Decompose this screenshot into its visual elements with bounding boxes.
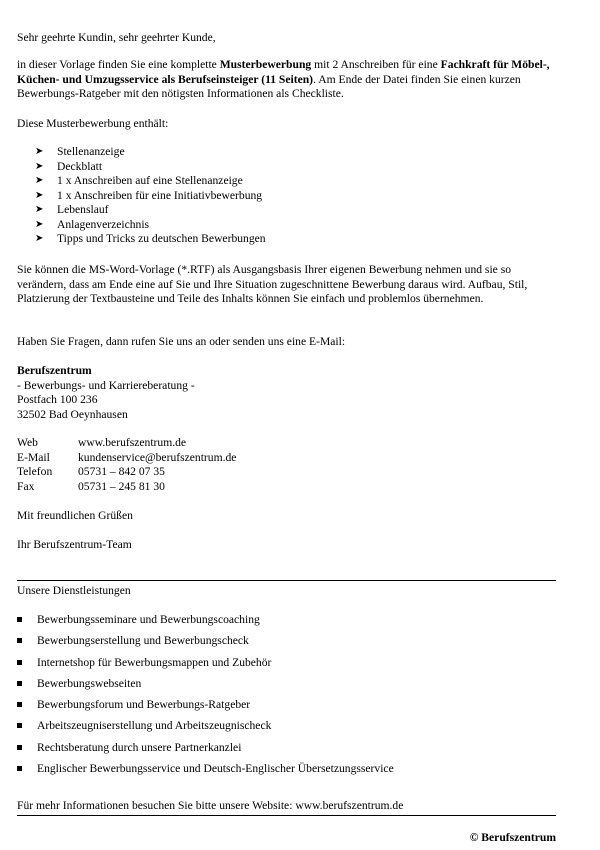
company-tagline: - Bewerbungs- und Karriereberatung - [17,378,195,392]
list-item-label: Deckblatt [57,159,103,173]
square-bullet-icon [17,660,22,665]
intro-bold-1: Musterbewerbung [219,58,312,71]
intro-text-3: . Am Ende der Datei finden Sie einen kurzen Bewerbungs-Ratgeber mit den nötigsten Informationen als Checkliste. [17,72,521,100]
phone-value: 05731 – 842 07 35 [78,465,165,478]
greeting: Sehr geehrte Kundin, sehr geehrter Kunde, [17,31,216,44]
list-item-label: Stellenanzeige [57,145,125,158]
service-label: Internetshop für Bewerbungsmappen und Zubehör [37,655,272,669]
arrow-bullet-icon: ➤ [35,160,44,172]
square-bullet-icon [17,702,22,707]
contact-row-web [17,436,317,451]
copyright: © Berufszentrum [469,831,556,844]
service-label: Rechtsberatung durch unsere Partnerkanzlei [37,740,242,754]
postbox: Postfach 100 236 [17,393,98,406]
arrow-bullet-icon: ➤ [35,204,44,215]
contact-label: Fax [17,479,35,493]
city: 32502 Bad Oeynhausen [17,407,128,421]
contact-row-phone [17,465,317,480]
list-item-label: Anlagenverzeichnis [57,217,150,231]
square-bullet-icon [17,766,22,771]
contents-heading: Diese Musterbewerbung enthält: [17,117,169,130]
square-bullet-icon [17,638,22,643]
fax-value: 05731 – 245 81 30 [78,479,165,493]
intro-bold-2: Fachkraft für Möbel-, Küchen- und Umzugsservice als Berufseinsteiger (11 Seiten) [17,58,550,86]
list-item-label: 1 x Anschreiben auf eine Stellenanzeige [57,174,243,187]
service-label: Englischer Bewerbungsservice und Deutsch-Englischer Übersetzungsservice [37,762,394,776]
service-label: Arbeitszeugniserstellung und Arbeitszeugnischeck [37,719,272,733]
square-bullet-icon [17,745,22,750]
divider-top [17,580,556,581]
contact-row-email [17,451,317,466]
contact-row-fax [17,480,317,495]
square-bullet-icon [17,681,22,686]
signature: Ihr Berufszentrum-Team [17,538,132,551]
arrow-bullet-icon: ➤ [35,189,44,201]
list-item-label: Lebenslauf [57,203,109,216]
intro-text-2: mit 2 Anschreiben für eine [311,58,441,71]
contact-label: E-Mail [17,450,50,464]
arrow-bullet-icon: ➤ [35,218,44,230]
contact-label: Web [17,436,38,449]
web-link[interactable]: www.berufszentrum.de [78,436,187,449]
company-name: Berufszentrum [17,364,92,377]
arrow-bullet-icon: ➤ [35,233,44,244]
footer-info: Für mehr Informationen besuchen Sie bitte unsere Website: www.berufszentrum.de [17,799,404,812]
arrow-bullet-icon: ➤ [35,175,44,186]
address-block [17,364,195,422]
email-link[interactable]: kundenservice@berufszentrum.de [78,450,237,464]
intro-text-1: in dieser Vorlage finden Sie eine komplette [17,58,220,71]
arrow-bullet-icon: ➤ [35,146,44,157]
list-item-label: Tipps und Tricks zu deutschen Bewerbungen [57,232,266,245]
services-heading: Unsere Dienstleistungen [17,584,131,597]
service-label: Bewerbungserstellung und Bewerbungscheck [37,634,249,648]
square-bullet-icon [17,723,22,728]
contact-table [17,436,317,494]
square-bullet-icon [17,617,22,622]
divider-bottom [17,815,556,816]
closing: Mit freundlichen Grüßen [17,509,133,522]
service-label: Bewerbungswebseiten [37,676,142,690]
usage-paragraph: Sie können die MS-Word-Vorlage (*.RTF) als Ausgangsbasis Ihrer eigenen Bewerbung nehmen und sie so verändern, dass am Ende eine auf Sie und Ihre Situation zugeschnittene Bewerbung daraus wird. Aufbau, Stil, Platzierung der Textbausteine und Teile des Inhalts können Sie einfach und problemlos übernehmen. [17,263,528,305]
contact-label: Telefon [17,465,53,478]
service-label: Bewerbungsforum und Bewerbungs-Ratgeber [37,698,251,712]
list-item-label: 1 x Anschreiben für eine Initiativbewerbung [57,188,263,202]
service-label: Bewerbungsseminare und Bewerbungscoaching [37,613,260,626]
questions-text: Haben Sie Fragen, dann rufen Sie uns an oder senden uns eine E-Mail: [17,335,346,348]
intro-paragraph [17,58,557,102]
